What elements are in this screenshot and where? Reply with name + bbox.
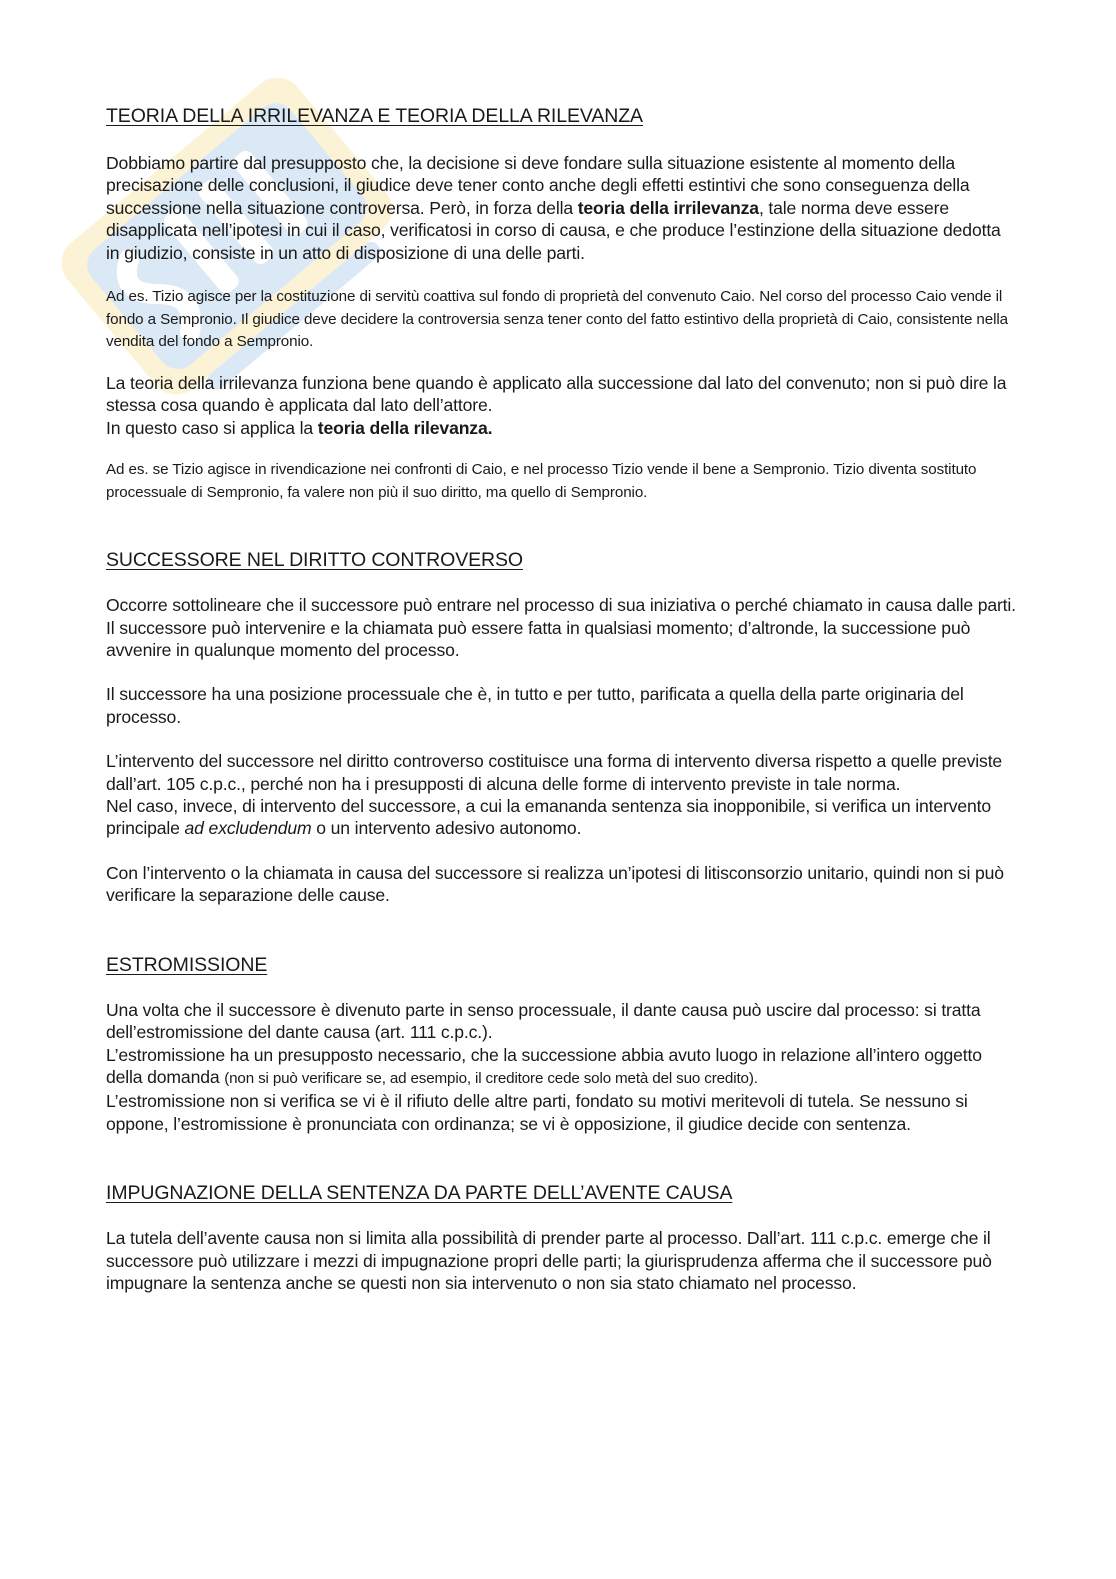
section-heading-estromissione: ESTROMISSIONE — [106, 953, 268, 976]
paragraph: Occorre sottolineare che il successore può entrare nel processo di sua iniziativa o perché chiamato in causa dalle parti. Il successore può intervenire e la chiamata può essere fatta in qualsiasi momento; d’altronde, la successione può avvenire in qualunque momento del processo. — [106, 595, 1016, 661]
bold-term: teoria della irrilevanza — [577, 197, 759, 218]
italic-term: ad excludendum — [184, 818, 312, 839]
paragraph: La tutela dell’avente causa non si limita alla possibilità di prender parte al processo. Dall’art. 111 c.p.c. emerge che il successore può utilizzare i mezzi di impugnazione propri delle parti; la giurisprudenza afferma che il successore può impugnare la sentenza anche se questi non sia intervenuto o non sia stato chiamato nel processo. — [106, 1228, 992, 1293]
paragraph: In questo caso si applica la teoria della rilevanza. — [106, 417, 493, 438]
paragraph: Una volta che il successore è divenuto parte in senso processuale, il dante causa può uscire dal processo: si tratta dell’estromissione del dante causa (art. 111 c.p.c.). — [106, 999, 981, 1043]
paragraph: L’estromissione non si verifica se vi è il rifiuto delle altre parti, fondato su motivi meritevoli di tutela. Se nessuno si oppone, l’estromissione è pronunciata con ordinanza; se vi è opposizione, il giudice decide con sentenza. — [106, 1091, 968, 1134]
document-page — [106, 104, 1016, 1294]
bold-term: teoria della rilevanza. — [317, 417, 493, 438]
paragraph: Dobbiamo partire dal presupposto che, la decisione si deve fondare sulla situazione esistente al momento della precisazione delle conclusioni, il giudice deve tener conto anche degli effetti estintivi che sono conseguenza della successione nella situazione controversa. Però, in forza della teoria della irrilevanza, tale norma deve essere disapplicata nell’ipotesi in cui il caso, verificatosi in corso di causa, e che produce l’estinzione della situazione dedotta in giudizio, consiste in un atto di disposizione di una delle parti. — [106, 153, 1001, 263]
paragraph: La teoria della irrilevanza funziona bene quando è applicato alla successione dal lato del convenuto; non si può dire la stessa cosa quando è applicata dal lato dell’attore. — [106, 372, 1007, 416]
section-heading-successore: SUCCESSORE NEL DIRITTO CONTROVERSO — [106, 549, 523, 572]
paragraph: Il successore ha una posizione processuale che è, in tutto e per tutto, parificata a quella della parte originaria del processo. — [106, 684, 964, 727]
section-heading-impugnazione: IMPUGNAZIONE DELLA SENTENZA DA PARTE DELL’AVENTE CAUSA — [106, 1182, 733, 1205]
paragraph: L’intervento del successore nel diritto controverso costituisce una forma di intervento diversa rispetto a quelle previste dall’art. 105 c.p.c., perché non ha i presupposti di alcuna delle forme di intervento previste in tale norma. — [106, 751, 1003, 794]
paragraph: Nel caso, invece, di intervento del successore, a cui la emananda sentenza sia inopponibile, si verifica un intervento principale ad excludendum o un intervento adesivo autonomo. — [106, 796, 991, 839]
section-heading-irrilevanza: TEORIA DELLA IRRILEVANZA E TEORIA DELLA RILEVANZA — [106, 105, 643, 127]
example-paragraph: Ad es. Tizio agisce per la costituzione di servitù coattiva sul fondo di proprietà del convenuto Caio. Nel corso del processo Caio vende il fondo a Sempronio. Il giudice deve decidere la controversia senza tener conto del fatto estintivo della proprietà di Caio, consistente nella vendita del fondo a Sempronio. — [106, 288, 1009, 351]
paragraph: Con l’intervento o la chiamata in causa del successore si realizza un’ipotesi di litisconsorzio unitario, quindi non si può verificare la separazione delle cause. — [106, 862, 1004, 906]
paragraph: L’estromissione ha un presupposto necessario, che la successione abbia avuto luogo in relazione all’intero oggetto della domanda (non si può verificare se, ad esempio, il creditore cede solo metà del suo credito). — [106, 1044, 982, 1087]
example-paragraph: Ad es. se Tizio agisce in rivendicazione nei confronti di Caio, e nel processo Tizio vende il bene a Sempronio. Tizio diventa sostituto processuale di Sempronio, fa valere non più il suo diritto, ma quello di Sempronio. — [106, 461, 977, 501]
parenthetical-note: (non si può verificare se, ad esempio, il creditore cede solo metà del suo credito). — [224, 1069, 758, 1087]
